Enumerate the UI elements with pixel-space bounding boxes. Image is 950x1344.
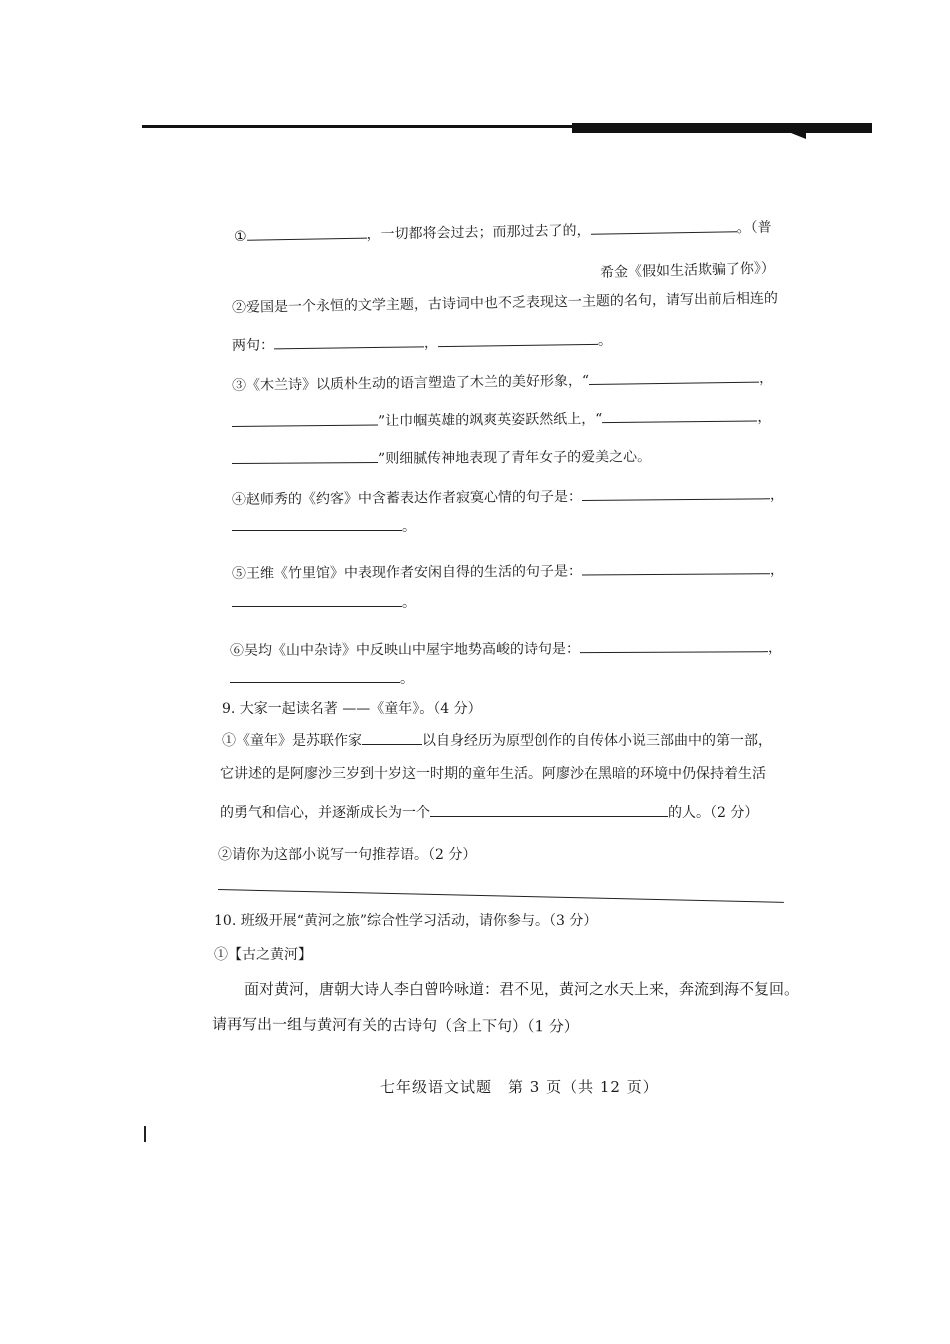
q9-line3: 的勇气和信心，并逐渐成长为一个 的人。（2 分） — [220, 802, 758, 822]
q8-item3-line2: ”让巾帼英雄的飒爽英姿跃然纸上，“ ， — [232, 406, 772, 432]
q8-item3: ③《木兰诗》以质朴生动的语言塑造了木兰的美好形象，“ ， — [232, 367, 773, 395]
q9-line1: ①《童年》是苏联作家 以自身经历为原型创作的自传体小说三部曲中的第一部， — [222, 730, 772, 750]
q8-item3-line3: ”则细腻传神地表现了青年女子的爱美之心。 — [232, 446, 651, 469]
answer-blank[interactable] — [582, 559, 770, 575]
answer-blank[interactable] — [232, 410, 378, 427]
answer-blank[interactable] — [362, 730, 422, 745]
q9-line2: 它讲述的是阿廖沙三岁到十岁这一时期的童年生活。阿廖沙在黑暗的环境中仍保持着生活 — [220, 766, 766, 782]
answer-blank[interactable] — [590, 217, 736, 235]
q8-item5-line2: 。 — [232, 592, 416, 612]
answer-blank[interactable] — [246, 224, 366, 241]
q8-item6: ⑥吴均《山中杂诗》中反映山中屋宇地势高峻的诗句是： ， — [230, 637, 782, 660]
q9-line4: ②请你为这部小说写一句推荐语。（2 分） — [218, 847, 477, 863]
q10-para2: 请再写出一组与黄河有关的古诗句（含上下句）（1 分） — [211, 1015, 579, 1036]
scan-mark — [144, 1126, 146, 1142]
q8-item1: ① ，一切都将会过去；而那过去了的， 。（普 — [234, 217, 772, 246]
q8-item2: ②爱国是一个永恒的文学主题，古诗词中也不乏表现这一主题的名句，请写出前后相连的 — [231, 290, 779, 316]
page-footer: 七年级语文试题 第 3 页（共 12 页） — [380, 1078, 659, 1096]
q10-sub: ①【古之黄河】 — [214, 947, 312, 963]
answer-blank[interactable] — [430, 802, 668, 817]
q8-item4: ④赵师秀的《约客》中含蓄表达作者寂寞心情的句子是： ， — [232, 484, 784, 509]
answer-blank[interactable] — [232, 516, 402, 531]
q10-para1: 面对黄河，唐朝大诗人李白曾吟咏道：君不见，黄河之水天上来，奔流到海不复回。 — [244, 980, 800, 998]
q8-item2-answer: 两句： ， 。 — [232, 330, 612, 355]
q8-item6-line2: 。 — [230, 668, 414, 688]
answer-blank[interactable] — [438, 330, 598, 347]
q8-item4-line2: 。 — [232, 516, 416, 536]
q8-item1-source: 希金《假如生活欺骗了你》） — [599, 260, 776, 281]
answer-blank[interactable] — [232, 592, 402, 607]
q8-item5: ⑤王维《竹里馆》中表现作者安闲自得的生活的句子是： ， — [232, 559, 784, 583]
answer-blank[interactable] — [582, 484, 770, 501]
q9-title: 9. 大家一起读名著 ——《童年》。（4 分） — [222, 701, 482, 717]
q9-answer-line[interactable] — [218, 889, 784, 903]
answer-blank[interactable] — [274, 332, 424, 349]
answer-blank[interactable] — [602, 406, 757, 423]
answer-blank[interactable] — [230, 668, 400, 683]
page-top-bar — [142, 123, 806, 135]
answer-blank[interactable] — [589, 368, 759, 385]
answer-blank[interactable] — [580, 637, 768, 653]
q10-title: 10. 班级开展“黄河之旅”综合性学习活动，请你参与。（3 分） — [214, 913, 598, 929]
answer-blank[interactable] — [232, 448, 378, 464]
